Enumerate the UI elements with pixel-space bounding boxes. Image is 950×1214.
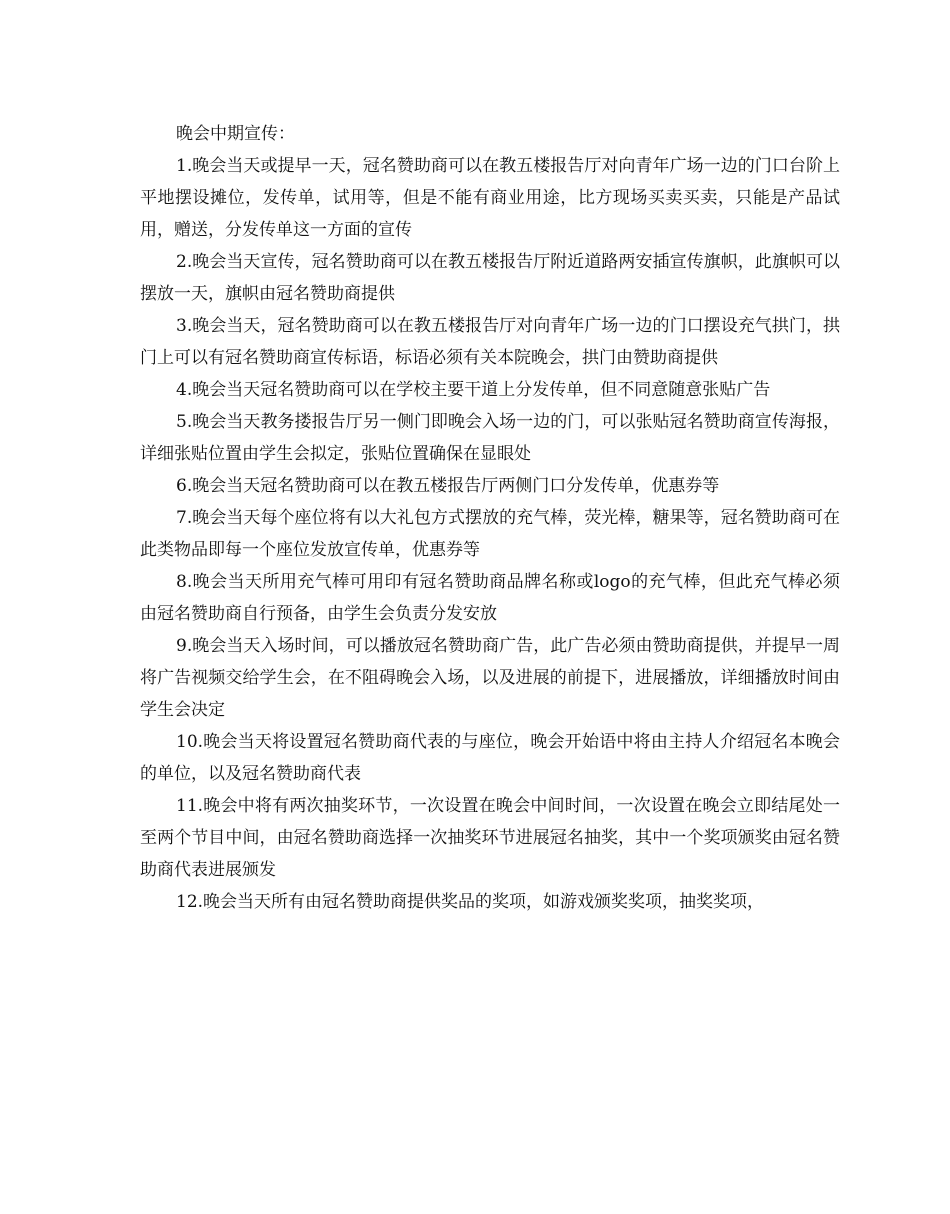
list-item-12: 12.晚会当天所有由冠名赞助商提供奖品的奖项，如游戏颁奖奖项，抽奖奖项， <box>176 892 765 912</box>
list-item-2: 2.晚会当天宣传，冠名赞助商可以在教五楼报告厅附近道路两安插宣传旗帜，此旗帜可以摆放一天，旗帜由冠名赞助商提供 <box>140 252 840 304</box>
list-item-5: 5.晚会当天教务搂报告厅另一侧门即晚会入场一边的门，可以张贴冠名赞助商宣传海报，详细张贴位置由学生会拟定，张贴位置确保在显眼处 <box>140 412 840 464</box>
list-item-8: 8.晚会当天所用充气棒可用印有冠名赞助商品牌名称或logo的充气棒，但此充气棒必须由冠名赞助商自行预备，由学生会负责分发安放 <box>140 572 840 624</box>
list-item-10: 10.晚会当天将设置冠名赞助商代表的与座位，晚会开始语中将由主持人介绍冠名本晚会的单位，以及冠名赞助商代表 <box>140 732 840 784</box>
list-item-11: 11.晚会中将有两次抽奖环节，一次设置在晚会中间时间，一次设置在晚会立即结尾处一至两个节目中间，由冠名赞助商选择一次抽奖环节进展冠名抽奖，其中一个奖项颁奖由冠名赞助商代表进展颁发 <box>140 796 840 880</box>
list-item-6: 6.晚会当天冠名赞助商可以在教五楼报告厅两侧门口分发传单，优惠券等 <box>176 476 720 496</box>
list-item-3: 3.晚会当天，冠名赞助商可以在教五楼报告厅对向青年广场一边的门口摆设充气拱门，拱门上可以有冠名赞助商宣传标语，标语必须有关本院晚会，拱门由赞助商提供 <box>140 316 840 368</box>
list-item-7: 7.晚会当天每个座位将有以大礼包方式摆放的充气棒，荧光棒，糖果等，冠名赞助商可在此类物品即每一个座位发放宣传单，优惠券等 <box>140 508 840 560</box>
list-item-4: 4.晚会当天冠名赞助商可以在学校主要干道上分发传单，但不同意随意张贴广告 <box>176 380 771 400</box>
list-item-9: 9.晚会当天入场时间，可以播放冠名赞助商广告，此广告必须由赞助商提供，并提早一周将广告视频交给学生会，在不阻碍晚会入场，以及进展的前提下，进展播放，详细播放时间由学生会决定 <box>140 636 840 720</box>
document-body <box>140 118 840 918</box>
list-item-1: 1.晚会当天或提早一天，冠名赞助商可以在教五楼报告厅对向青年广场一边的门口台阶上平地摆设摊位，发传单，试用等，但是不能有商业用途，比方现场买卖买卖，只能是产品试用，赠送，分发传单这一方面的宣传 <box>140 156 840 240</box>
section-heading: 晚会中期宣传： <box>176 124 295 144</box>
